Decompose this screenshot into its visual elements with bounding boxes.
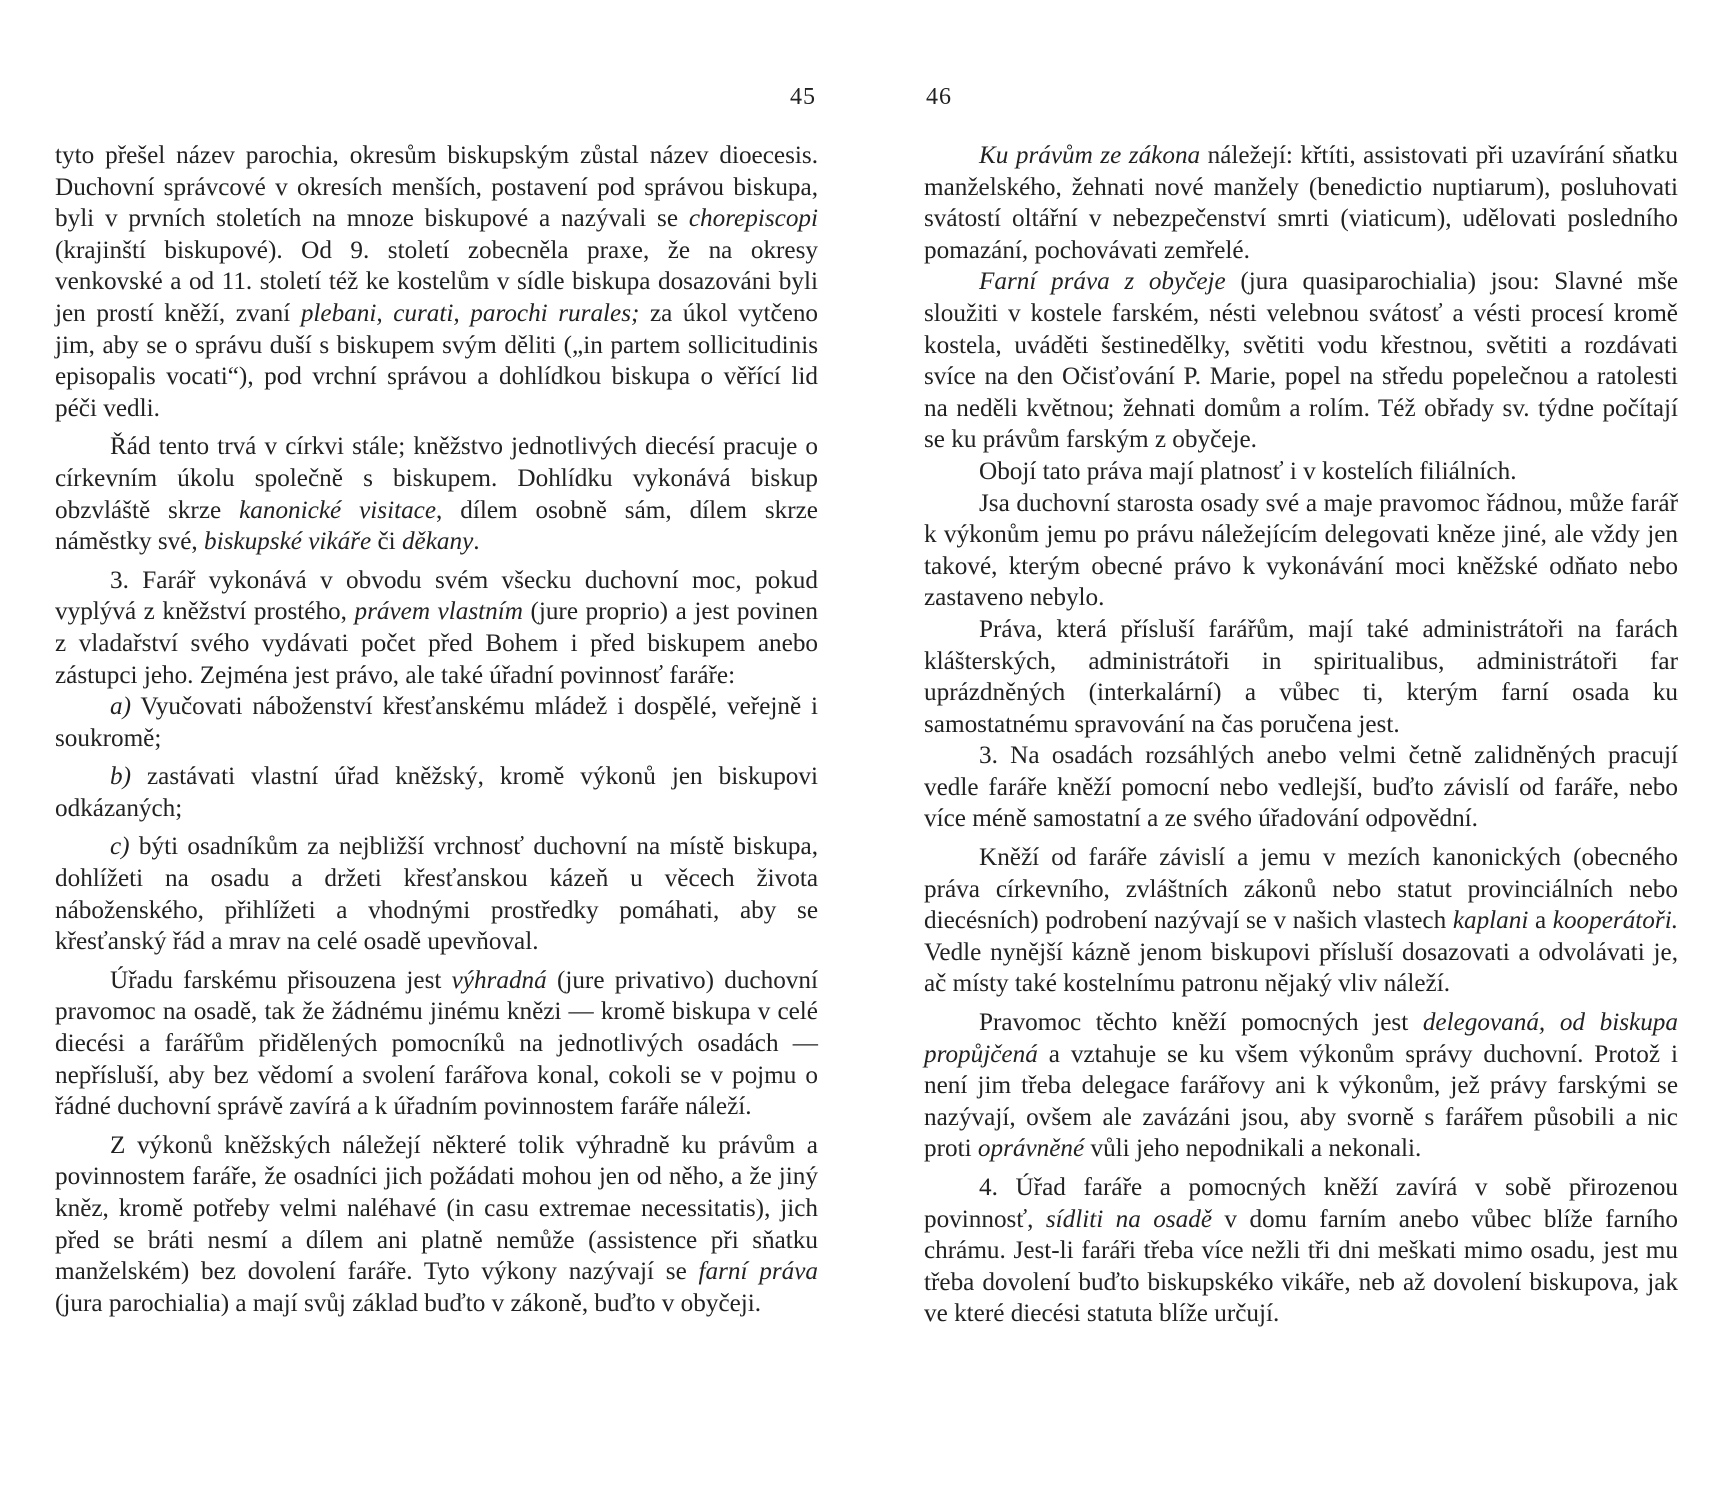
right-page — [866, 0, 1732, 1500]
italic-text: chorepiscopi — [688, 205, 818, 233]
list-item — [55, 831, 818, 957]
paragraph — [924, 1172, 1678, 1330]
italic-text: děkany — [401, 528, 474, 556]
italic-text: b) — [110, 763, 131, 791]
text-run: náležejí: křtíti, assistovati při uzavírání sňatku manželského, žehnati nové manžely (benedictio nuptiarum), posluhovati svátostí oltářní v nebezpečenství smrti (viaticum), udělovati posledního pomazání, pochovávati zemřelé. — [924, 142, 1678, 264]
text-run: (jura parochialia) a mají svůj základ buďto v zákoně, buďto v obyčeji. — [55, 1289, 762, 1317]
text-run: či — [371, 528, 402, 556]
text-run: (jura quasiparochialia) jsou: Slavné mše sloužiti v kostele farském, nésti velebnou svátosť a vésti procesí kromě kostela, uváděti šestinedělky, světiti vodu křestnou, světiti a rozdávati svíce na den Očisťování P. Marie, popel na středu popelečnou a ratolesti na neděli květnou; žehnati domům a rolím. Též obřady sv. týdne počítají se ku právům farským z obyčeje. — [924, 268, 1679, 454]
italic-text: oprávněné — [977, 1135, 1085, 1163]
page-number: 46 — [926, 84, 952, 110]
text-run: za úkol vytčeno jim, aby se o správu duší s biskupem svým děliti („in partem sollicitudinis episopalis vocati“), pod vrchní správou a dohlídkou biskupa o věřící lid péči vedli. — [55, 299, 819, 422]
italic-text: biskupské vikáře — [204, 528, 372, 556]
paragraph — [924, 1007, 1678, 1165]
text-run: Práva, která přísluší farářům, mají také administrátoři na farách klášterských, administrátoři in spiritualibus, administrátoři far uprázdněných (interkalární) a vůbec ti, kterým farní osada ku samostatnému spravování na čas poručena jest. — [924, 615, 1678, 738]
italic-text: kanonické visitace — [239, 496, 437, 524]
paragraph — [55, 565, 818, 691]
text-run: v domu farním anebo vůbec blíže farního chrámu. Jest-li faráři třeba více nežli tři dni meškati mimo osadu, jest mu třeba dovolení buďto biskupskéko vikáře, neb až dovolení biskupova, jak ve které diecési statuta blíže určují. — [924, 1205, 1678, 1328]
paragraph — [55, 431, 818, 557]
text-run: Kněží od faráře závislí a jemu v mezích kanonických (obecného práva církevního, zvláštních zákonů nebo statut provinciálních nebo diecésních) podrobení nazývají se v našich vlastech — [924, 844, 1678, 935]
paragraph — [924, 614, 1678, 740]
list-item — [55, 691, 818, 754]
paragraph — [924, 456, 1678, 488]
text-run: tyto přešel název parochia, okresům biskupským zůstal název dioecesis. Duchovní správcové v okresích menších, postavení pod správou biskupa, byli v prvních stoletích na mnoze biskupové a nazývali se — [55, 142, 818, 233]
text-run: (jure proprio) a jest povinen z vladařství svého vydávati počet před Bohem i před biskupem anebo zástupci jeho. Zejména jest právo, ale také úřadní povinnosť faráře: — [55, 598, 818, 689]
text-run: , dílem osobně sám, dílem skrze náměstky své, — [55, 496, 818, 556]
text-run: Jsa duchovní starosta osady své a maje pravomoc řádnou, může farář k výkonům jemu po právu náležejícím delegovati kněze jiné, ale vždy jen takové, kterým obecné právo k vykonávání moci kněžské odňato nebo zastaveno nebylo. — [924, 489, 1678, 612]
italic-text: kaplani — [1452, 907, 1529, 935]
italic-text: delegovaná, od biskupa propůjčená — [924, 1009, 1678, 1068]
text-run: vůli jeho nepodnikali a nekonali. — [1084, 1135, 1422, 1163]
paragraph — [924, 140, 1678, 266]
list-item — [55, 761, 818, 824]
paragraph — [55, 965, 818, 1123]
left-page-text — [55, 140, 818, 1326]
text-run: (krajinští biskupové). Od 9. století zobecněla praxe, že na okresy venkovské a od 11. století též ke kostelům v sídle biskupa dosazováni byli jen prostí kněží, zvaní — [55, 236, 818, 327]
text-run: Vedle nynější kázně jenom biskupovi přísluší dosazovati a odvolávati je, ač místy také kostelnímu patronu nějaký vliv náleží. — [924, 938, 1678, 998]
italic-text: Ku právům ze zákona — [979, 142, 1201, 169]
italic-text: Farní práva z obyčeje — [979, 268, 1226, 296]
page-number: 45 — [790, 84, 816, 110]
paragraph — [55, 1130, 818, 1320]
text-run: 4. Úřad faráře a pomocných kněží zavírá v sobě přirozenou povinnosť, — [924, 1174, 1678, 1233]
italic-text: výhradná — [451, 966, 547, 994]
right-page-text — [924, 140, 1678, 1337]
paragraph — [924, 842, 1678, 1000]
italic-text: právem vlastním — [354, 598, 523, 626]
italic-text: sídliti na osadě — [1045, 1205, 1213, 1233]
text-run: zastávati vlastní úřad kněžský, kromě výkonů jen biskupovi odkázaných; — [55, 763, 818, 822]
italic-text: c) — [110, 833, 130, 861]
text-run: Obojí tato práva mají platnosť i v kostelích filiálních. — [979, 457, 1517, 485]
italic-text: plebani, curati, parochi rurales; — [300, 299, 640, 327]
text-run: a — [1528, 907, 1553, 935]
text-run: (jure privativo) duchovní pravomoc na osadě, tak že žádnému jinému knězi — kromě biskupa v celé diecési a farářům přidělených pomocníků na jednotlivých osadách — nepřísluší, aby bez vědomí a svolení farářova konal, cokoli se v pojmu o řádné duchovní správě zavírá a k úřadním povinnostem faráře náleží. — [55, 966, 818, 1121]
paragraph — [55, 140, 818, 424]
text-run: Pravomoc těchto kněží pomocných jest — [979, 1009, 1423, 1037]
paragraph — [924, 488, 1678, 614]
text-run: Vyučovati náboženství křesťanskému mládež i dospělé, veřejně i soukromě; — [55, 693, 818, 752]
text-run: 3. Farář vykonává v obvodu svém všecku duchovní moc, pokud vyplývá z kněžství prostého, — [55, 566, 818, 626]
italic-text: a) — [110, 693, 131, 721]
text-run: a vztahuje se ku všem výkonům správy duchovní. Protož i není jim třeba delegace farářovy ani k výkonům, jež právy farskými se nazývají, ovšem ale zavázáni jsou, aby svorně s farářem působili a nic proti — [924, 1040, 1678, 1163]
text-run: . — [473, 528, 480, 556]
italic-text: farní práva — [698, 1258, 819, 1286]
text-run: Z výkonů kněžských náležejí některé tolik výhradně ku právům a povinnostem faráře, že osadníci jich požádati mohou jen od něho, a že jiný kněz, kromě potřeby velmi naléhavé (in casu extremae necessitatis), jich před se bráti nesmí a dílem ani platně nemůže (assistence při sňatku manželském) bez dovolení faráře. Tyto výkony nazývají se — [55, 1131, 818, 1286]
paragraph — [924, 266, 1678, 456]
italic-text: kooperátoři. — [1552, 907, 1678, 935]
text-run: 3. Na osadách rozsáhlých anebo velmi četně zalidněných pracují vedle faráře kněží pomocní nebo vedlejší, buďto závislí od faráře, nebo více méně samostatní a ze svého úřadování odpovědní. — [924, 742, 1678, 833]
text-run: Úřadu farskému přisouzena jest — [110, 966, 452, 994]
text-run: býti osadníkům za nejbližší vrchnosť duchovní na místě biskupa, dohlížeti na osadu a držeti křesťanskou kázeň u věcech života náboženského, přihlížeti a vhodnými prostředky pomáhati, aby se křesťanský řád a mrav na celé osadě upevňoval. — [55, 833, 818, 956]
text-run: Řád tento trvá v církvi stále; kněžstvo jednotlivých diecésí pracuje o církevním úkolu společně s biskupem. Dohlídku vykonává biskup obzvláště skrze — [55, 433, 818, 524]
paragraph — [924, 740, 1678, 835]
